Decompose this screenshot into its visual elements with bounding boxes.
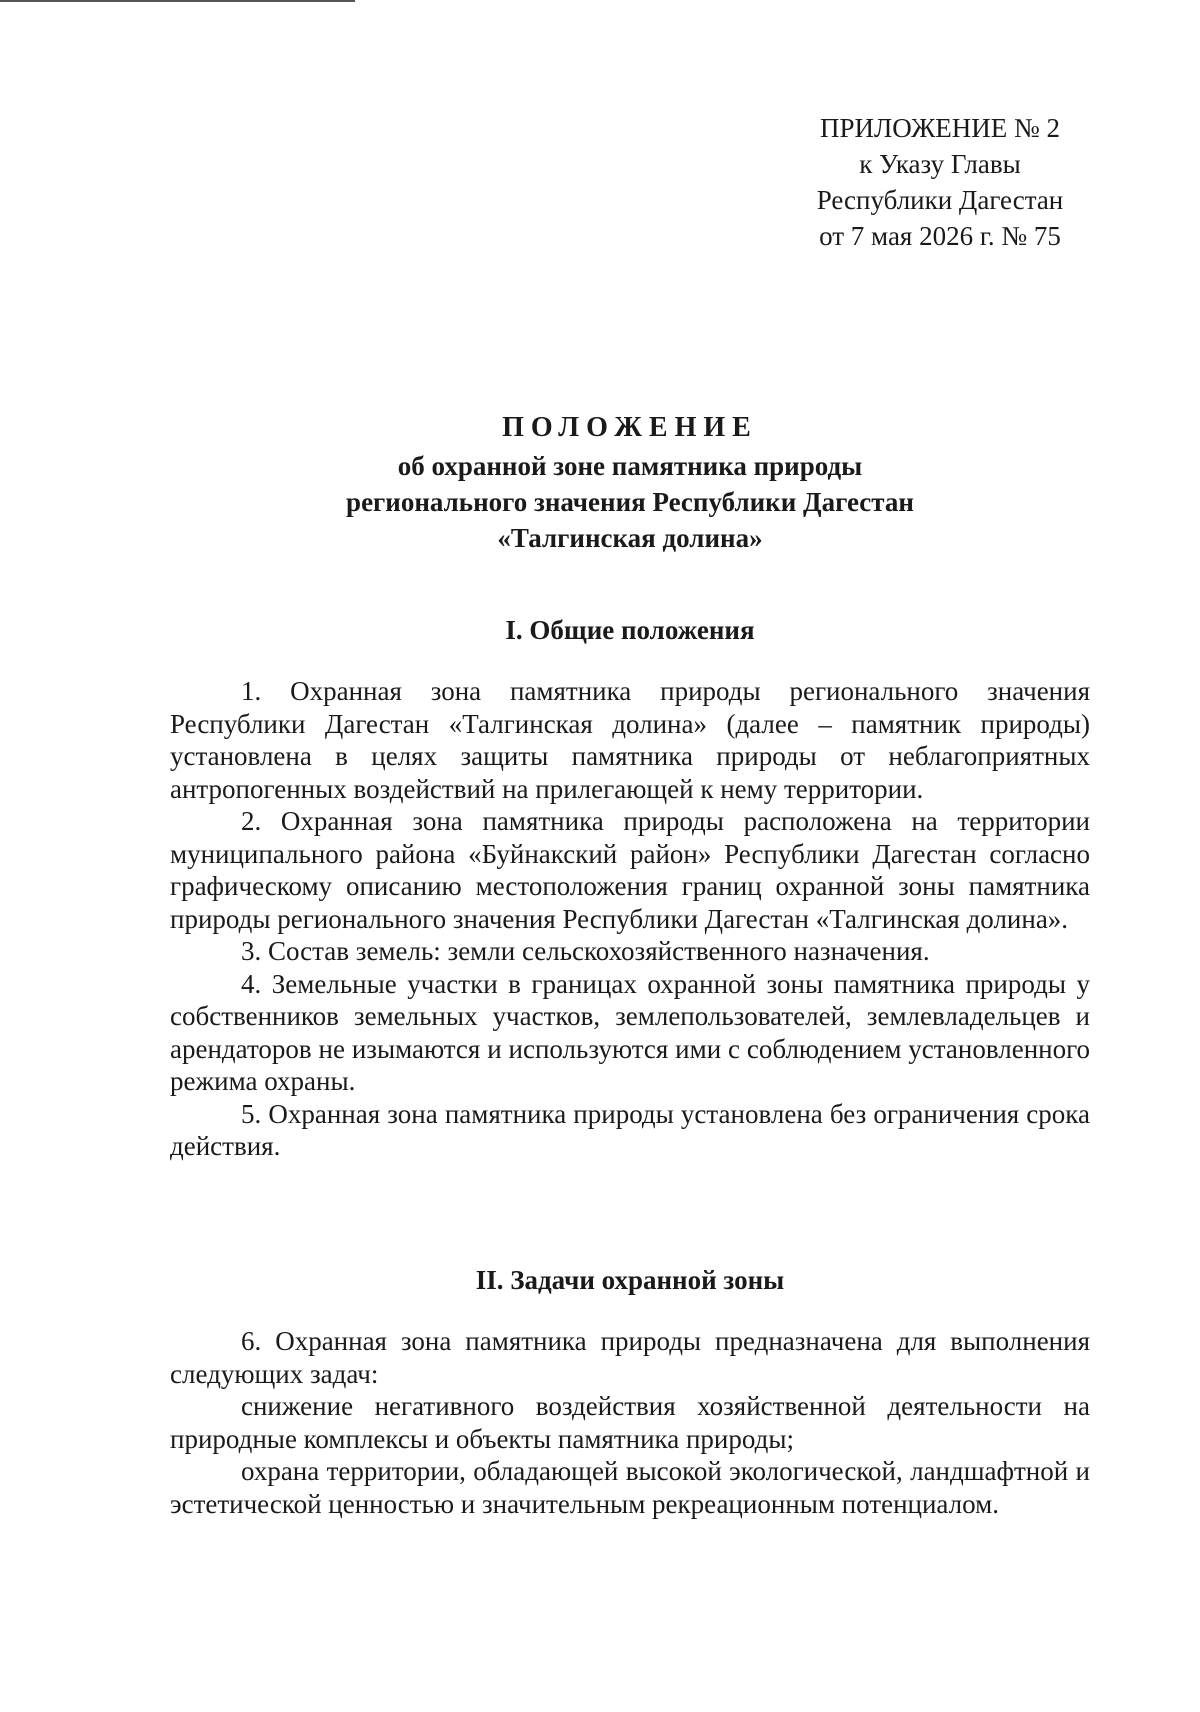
section-2-heading: II. Задачи охранной зоны [475,1265,785,1295]
paragraph: 3. Состав земель: земли сельскохозяйственного назначения. [241,936,930,966]
paragraph: 2. Охранная зона памятника природы расположена на территории муниципального района «Буйнакский район» Республики Дагестан согласно графическому описанию местоположения границ охранной зоны памятника природы регионального значения Республики Дагестан «Талгинская долина». [170,806,1090,934]
section-1-body [170,675,1090,1163]
appendix-line: ПРИЛОЖЕНИЕ № 2 [819,113,1061,143]
paragraph: снижение негативного воздействия хозяйственной деятельности на природные комплексы и объекты памятника природы; [170,1391,1090,1454]
appendix-line: к Указу Главы [859,149,1021,179]
paragraph: 5. Охранная зона памятника природы установлена без ограничения срока действия. [170,1098,1090,1161]
paragraph: охрана территории, обладающей высокой экологической, ландшафтной и эстетической ценностью и значительным рекреационным потенциалом. [170,1456,1090,1519]
title-line: регионального значения Республики Дагестан [346,487,914,517]
document-title [170,410,1090,556]
title-main: ПОЛОЖЕНИЕ [502,412,758,443]
scan-edge-line [0,0,355,2]
title-line: об охранной зоне памятника природы [397,451,863,481]
section-1-heading: I. Общие положения [505,615,755,645]
paragraph: 1. Охранная зона памятника природы регионального значения Республики Дагестан «Талгинская долина» (далее – памятник природы) установлена в целях защиты памятника природы от неблагоприятных антропогенных воздействий на прилегающей к нему территории. [170,676,1090,804]
appendix-reference [800,110,1080,254]
paragraph: 6. Охранная зона памятника природы предназначена для выполнения следующих задач: [170,1326,1090,1389]
title-line: «Талгинская долина» [497,523,763,553]
paragraph: 4. Земельные участки в границах охранной зоны памятника природы у собственников земельных участков, землепользователей, землевладельцев и арендаторов не изымаются и используются ими с соблюдением установленного режима охраны. [170,968,1090,1096]
appendix-line: от 7 мая 2026 г. № 75 [819,221,1061,251]
section-2-body [170,1325,1090,1520]
appendix-line: Республики Дагестан [816,185,1064,215]
